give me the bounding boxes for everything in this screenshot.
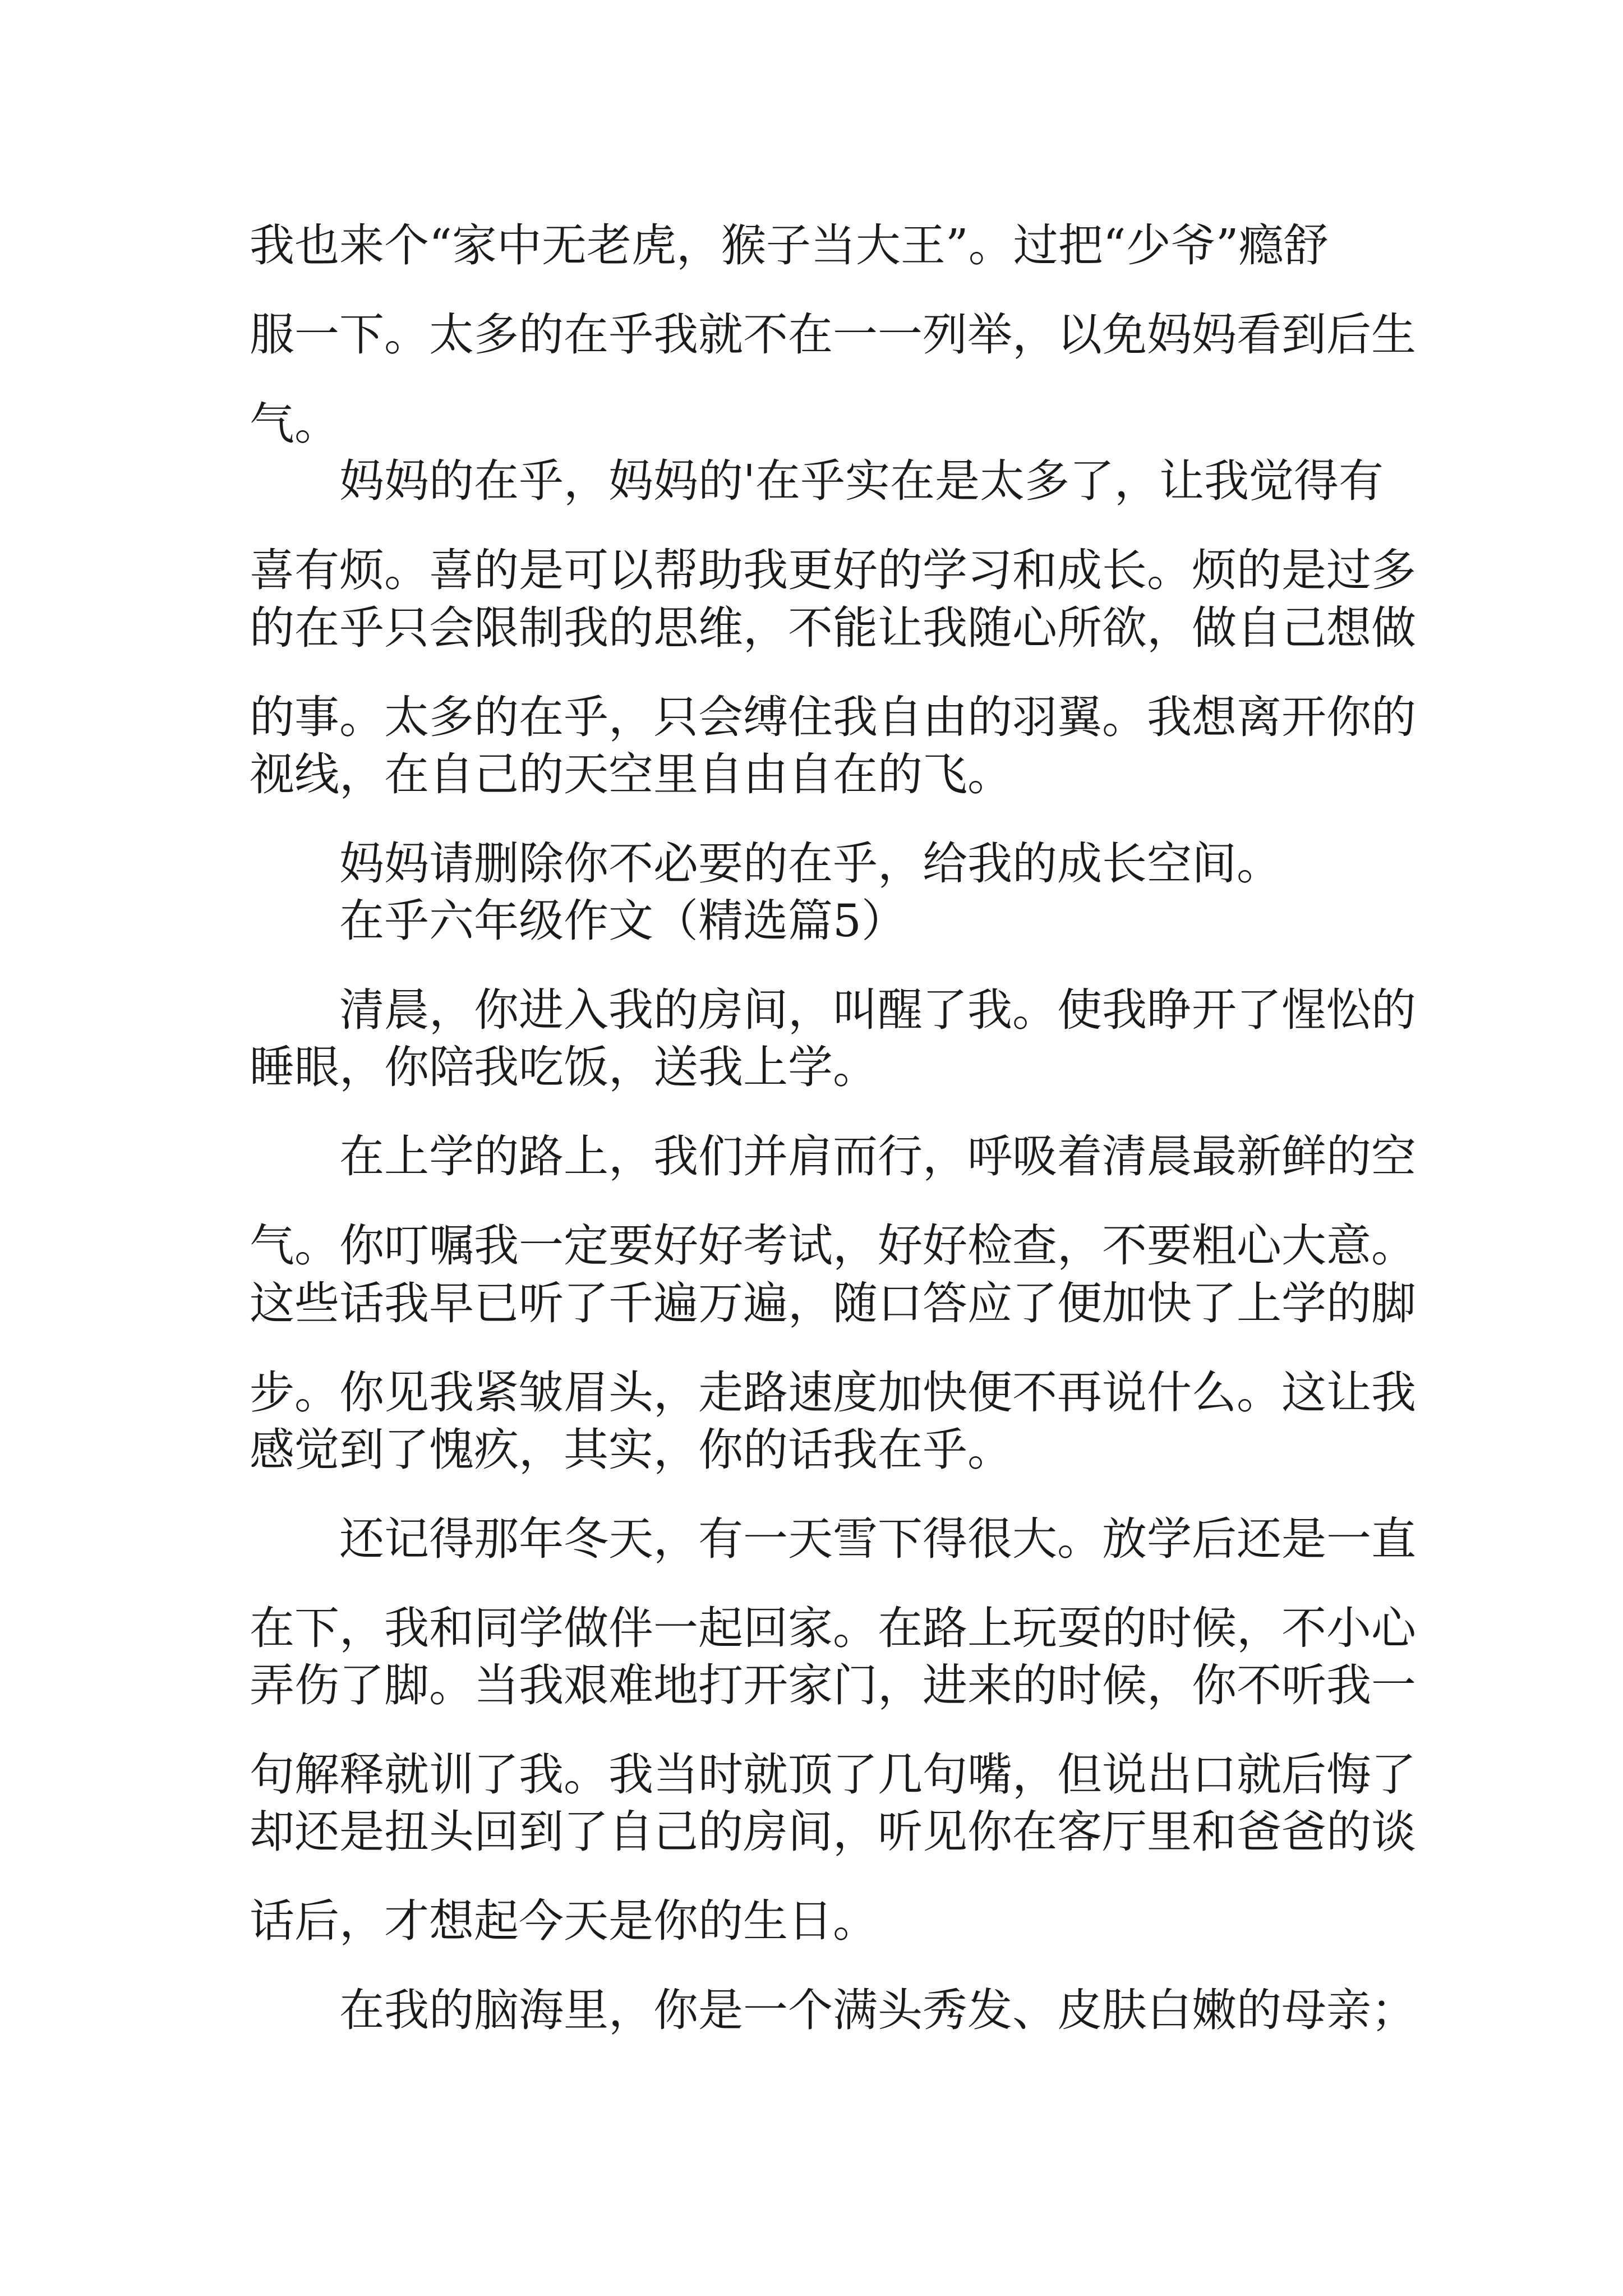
text-line: 的在乎只会限制我的思维，不能让我随心所欲，做自己想做 — [250, 602, 1416, 654]
text-line: 在我的脑海里，你是一个满头秀发、皮肤白嫩的母亲； — [339, 1984, 1416, 2036]
text-line: 这些话我早已听了千遍万遍，随口答应了便加快了上学的脚 — [250, 1277, 1416, 1329]
text-line: 却还是扭头回到了自己的房间，听见你在客厅里和爸爸的谈 — [250, 1806, 1416, 1858]
text-line: 服一下。太多的在乎我就不在一一列举，以免妈妈看到后生 — [250, 309, 1416, 361]
text-line: 感觉到了愧疚，其实，你的话我在乎。 — [250, 1424, 1012, 1476]
text-line: 话后，才想起今天是你的生日。 — [250, 1895, 878, 1947]
text-line: 气。你叮嘱我一定要好好考试，好好检查，不要粗心大意。 — [250, 1220, 1416, 1272]
text-line: 弄伤了脚。当我艰难地打开家门，进来的时候，你不听我一 — [250, 1659, 1416, 1711]
text-line: 睡眼，你陪我吃饭，送我上学。 — [250, 1041, 878, 1093]
text-line: 妈妈请删除你不必要的在乎，给我的成长空间。 — [339, 838, 1281, 890]
text-line: 我也来个“家中无老虎，猴子当大王”。过把“少爷”瘾舒 — [250, 219, 1329, 272]
text-line: 喜有烦。喜的是可以帮助我更好的学习和成长。烦的是过多 — [250, 544, 1416, 596]
text-line: 在上学的路上，我们并肩而行，呼吸着清晨最新鲜的空 — [339, 1130, 1416, 1182]
text-line: 妈妈的在乎，妈妈的'在乎实在是太多了，让我觉得有 — [339, 455, 1384, 507]
text-line: 视线，在自己的天空里自由自在的飞。 — [250, 748, 1012, 800]
text-line: 还记得那年冬天，有一天雪下得很大。放学后还是一直 — [339, 1513, 1416, 1565]
section-heading: 在乎六年级作文（精选篇5） — [339, 895, 906, 947]
text-line: 的事。太多的在乎，只会缚住我自由的羽翼。我想离开你的 — [250, 691, 1416, 743]
text-line: 在下，我和同学做伴一起回家。在路上玩耍的时候，不小心 — [250, 1602, 1416, 1654]
text-line: 步。你见我紧皱眉头，走路速度加快便不再说什么。这让我 — [250, 1366, 1416, 1419]
text-line: 清晨，你进入我的房间，叫醒了我。使我睁开了惺忪的 — [339, 984, 1416, 1036]
text-line: 句解释就训了我。我当时就顶了几句嘴，但说出口就后悔了 — [250, 1749, 1416, 1801]
text-line: 气。 — [250, 398, 339, 450]
